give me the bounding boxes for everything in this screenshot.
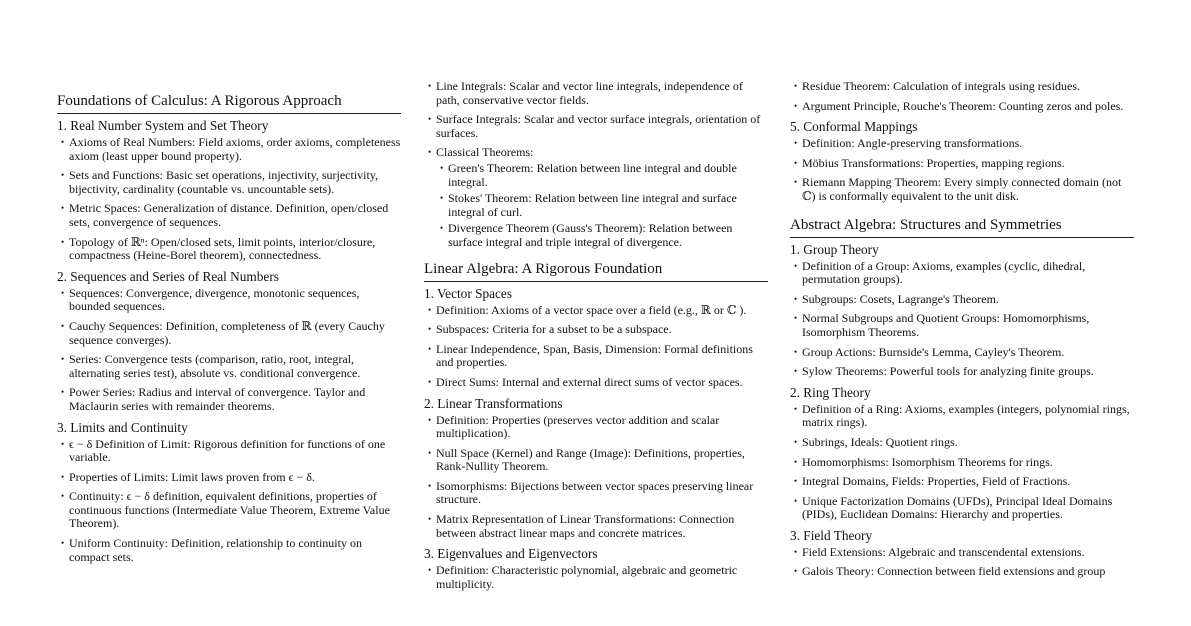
list-item: • Subrings, Ideals: Quotient rings.	[790, 436, 1134, 450]
list-item: • Field Extensions: Algebraic and transcendental extensions.	[790, 546, 1134, 560]
linalg-section-2-title: 2. Linear Transformations	[424, 395, 563, 411]
list-item: • Galois Theory: Connection between field extensions and group	[790, 565, 1134, 579]
linalg-section-1-list	[424, 304, 768, 390]
calculus-title: Foundations of Calculus: A Rigorous Approach	[57, 92, 401, 114]
list-item: • Group Actions: Burnside's Lemma, Cayley's Theorem.	[790, 346, 1134, 360]
list-item: • Sets and Functions: Basic set operations, injectivity, surjectivity, bijectivity, cardinality (countable vs. uncountable sets).	[57, 169, 401, 196]
calculus-section-3-list	[57, 438, 401, 565]
list-item: • Subspaces: Criteria for a subset to be a subspace.	[424, 323, 768, 337]
calculus-section-3-title: 3. Limits and Continuity	[57, 419, 188, 435]
list-item: • Definition: Characteristic polynomial, algebraic and geometric multiplicity.	[424, 564, 768, 591]
list-item: • Linear Independence, Span, Basis, Dimension: Formal definitions and properties.	[424, 343, 768, 370]
classical-theorems-list	[436, 162, 768, 250]
list-item: • Divergence Theorem (Gauss's Theorem): Relation between surface integral and triple integral of divergence.	[436, 222, 768, 249]
list-item: • Uniform Continuity: Definition, relationship to continuity on compact sets.	[57, 537, 401, 564]
list-item: • ϵ − δ Definition of Limit: Rigorous definition for functions of one variable.	[57, 438, 401, 465]
list-item: • Möbius Transformations: Properties, mapping regions.	[790, 157, 1134, 171]
list-item: • Definition: Axioms of a vector space over a field (e.g., ℝ or ℂ ).	[424, 304, 768, 318]
list-item: • Subgroups: Cosets, Lagrange's Theorem.	[790, 293, 1134, 307]
list-item: • Residue Theorem: Calculation of integrals using residues.	[790, 80, 1134, 94]
list-item: • Isomorphisms: Bijections between vector spaces preserving linear structure.	[424, 480, 768, 507]
list-item: • Properties of Limits: Limit laws proven from ϵ − δ.	[57, 471, 401, 485]
list-item: • Sequences: Convergence, divergence, monotonic sequences, bounded sequences.	[57, 287, 401, 314]
list-item: • Matrix Representation of Linear Transformations: Connection between abstract linear maps and concrete matrices.	[424, 513, 768, 540]
algebra-section-1-title: 1. Group Theory	[790, 241, 879, 257]
algebra-section-3-list	[790, 546, 1134, 579]
list-item: • Definition of a Ring: Axioms, examples (integers, polynomial rings, matrix rings).	[790, 403, 1134, 430]
calculus-section-1-title: 1. Real Number System and Set Theory	[57, 118, 269, 133]
column-1	[57, 78, 401, 570]
list-item: • Surface Integrals: Scalar and vector surface integrals, orientation of surfaces.	[424, 113, 768, 140]
algebra-section-1-list	[790, 260, 1134, 379]
list-item: • Continuity: ϵ − δ definition, equivalent definitions, properties of continuous functions (Intermediate Value Theorem, Extreme Value Theorem).	[57, 490, 401, 531]
list-item	[424, 146, 768, 249]
linalg-section-2-list	[424, 414, 768, 541]
list-item: • Stokes' Theorem: Relation between line integral and surface integral of curl.	[436, 192, 768, 219]
column-2	[424, 78, 768, 597]
list-item: • Argument Principle, Rouche's Theorem: Counting zeros and poles.	[790, 100, 1134, 114]
calculus-continued-list	[424, 80, 768, 250]
classical-theorems-label: Classical Theorems:	[436, 145, 534, 160]
algebra-section-2-list	[790, 403, 1134, 522]
algebra-section-2-title: 2. Ring Theory	[790, 384, 871, 400]
list-item: • Sylow Theorems: Powerful tools for analyzing finite groups.	[790, 365, 1134, 379]
algebra-section-3-title: 3. Field Theory	[790, 527, 873, 543]
list-item: • Definition: Properties (preserves vector addition and scalar multiplication).	[424, 414, 768, 441]
list-item: • Topology of ℝⁿ: Open/closed sets, limit points, interior/closure, compactness (Heine-Borel theorem), connectedness.	[57, 236, 401, 263]
complex-continued-list	[790, 80, 1134, 113]
list-item: • Axioms of Real Numbers: Field axioms, order axioms, completeness axiom (least upper bound property).	[57, 136, 401, 163]
list-item: • Homomorphisms: Isomorphism Theorems for rings.	[790, 456, 1134, 470]
calculus-section-1-list	[57, 136, 401, 263]
calculus-section-2-title: 2. Sequences and Series of Real Numbers	[57, 268, 279, 284]
linalg-section-1-title: 1. Vector Spaces	[424, 285, 513, 301]
list-item: • Definition: Angle-preserving transformations.	[790, 137, 1134, 151]
calculus-section-2-list	[57, 287, 401, 414]
list-item: • Null Space (Kernel) and Range (Image): Definitions, properties, Rank-Nullity Theorem.	[424, 447, 768, 474]
list-item: • Series: Convergence tests (comparison, ratio, root, integral, alternating series test), absolute vs. conditional convergence.	[57, 353, 401, 380]
list-item: • Integral Domains, Fields: Properties, Field of Fractions.	[790, 475, 1134, 489]
complex-section-5-title: 5. Conformal Mappings	[790, 119, 918, 135]
list-item: • Metric Spaces: Generalization of distance. Definition, open/closed sets, convergence of sequences.	[57, 202, 401, 229]
linalg-title: Linear Algebra: A Rigorous Foundation	[424, 260, 768, 282]
list-item: • Line Integrals: Scalar and vector line integrals, independence of path, conservative vector fields.	[424, 80, 768, 107]
algebra-title: Abstract Algebra: Structures and Symmetries	[790, 216, 1134, 238]
linalg-section-3-title: 3. Eigenvalues and Eigenvectors	[424, 546, 598, 562]
list-item: • Power Series: Radius and interval of convergence. Taylor and Maclaurin series with remainder theorems.	[57, 386, 401, 413]
column-3	[790, 78, 1134, 585]
list-item: • Unique Factorization Domains (UFDs), Principal Ideal Domains (PIDs), Euclidean Domains: Hierarchy and properties.	[790, 495, 1134, 522]
list-item: • Definition of a Group: Axioms, examples (cyclic, dihedral, permutation groups).	[790, 260, 1134, 287]
list-item: • Green's Theorem: Relation between line integral and double integral.	[436, 162, 768, 189]
list-item: • Direct Sums: Internal and external direct sums of vector spaces.	[424, 376, 768, 390]
linalg-section-3-list	[424, 564, 768, 591]
list-item: • Normal Subgroups and Quotient Groups: Homomorphisms, Isomorphism Theorems.	[790, 312, 1134, 339]
list-item: • Cauchy Sequences: Definition, completeness of ℝ (every Cauchy sequence converges).	[57, 320, 401, 347]
list-item: • Riemann Mapping Theorem: Every simply connected domain (not ℂ) is conformally equivalent to the unit disk.	[790, 176, 1134, 203]
complex-section-5-list	[790, 137, 1134, 203]
